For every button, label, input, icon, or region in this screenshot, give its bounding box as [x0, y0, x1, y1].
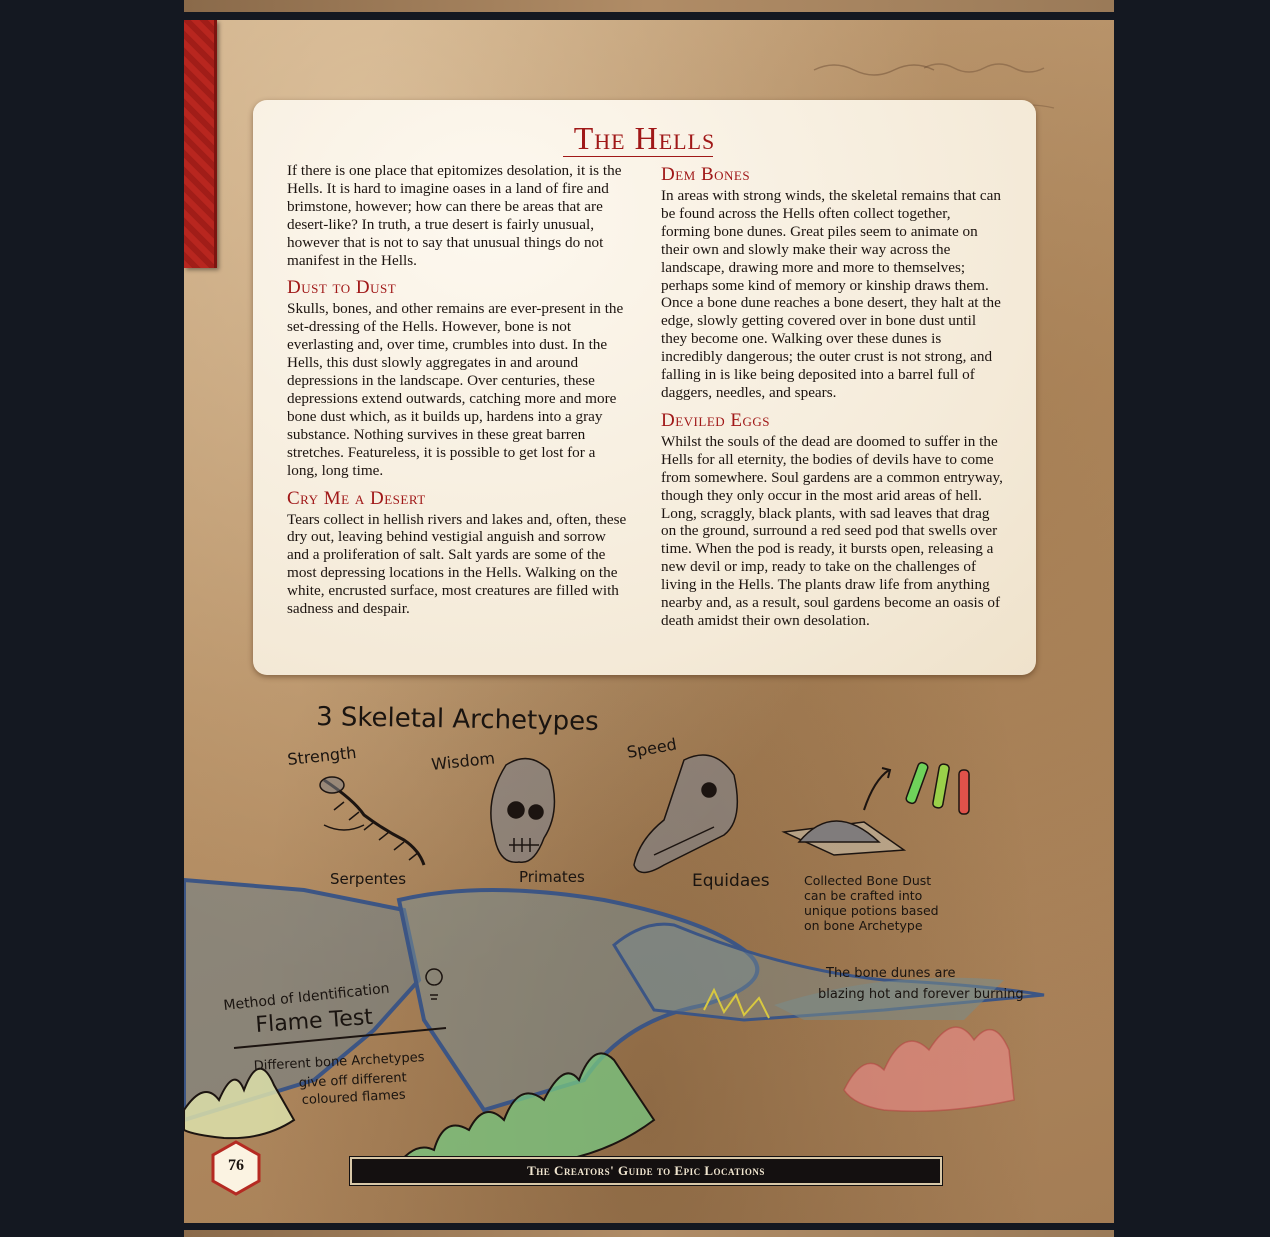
trait-strength: Strength [286, 742, 358, 769]
potion-vial-green [905, 762, 929, 805]
archetype-primates: Primates [519, 868, 585, 886]
page-title: The Hells [573, 120, 716, 156]
method-label: Method of Identification [222, 980, 391, 1014]
dunes-note-line-1: The bone dunes are [826, 966, 956, 981]
section-body-dem-bones: In areas with strong winds, the skeletal remains that can be found across the Hells often collect together, forming bone dunes. Great piles seem to animate on their own and slowly make their way across the landscape, drawing more and more to themselves; perhaps some kind of memory or kinship draws them. Once a bone dune reaches a bone desert, they halt at the edge, slowly getting covered over in bone dust until they become one. Walking over these dunes is incredibly dangerous; the outer crust is not strong, and falling in is like being deposited into a barrel full of daggers, needles, and spears. [661, 187, 1001, 401]
dust-note-line-2: can be crafted into [804, 888, 923, 903]
intro-paragraph: If there is one place that epitomizes desolation, it is the Hells. It is hard to imagine oases in a land of fire and brimstone, however; how can there be areas that are desert-like? In truth, a true desert is fairly unusual, however that is not to say that unusual things do not manifest in the Hells. [287, 162, 622, 269]
section-heading-deviled-eggs: Deviled Eggs [661, 409, 771, 431]
serpent-skeleton-icon [320, 777, 424, 865]
horse-skull-icon [634, 755, 737, 873]
section-body-deviled-eggs: Whilst the souls of the dead are doomed to suffer in the Hells for all eternity, the bodies of devils have to come from somewhere. Soul gardens are a common entryway, though they only occur in the most arid areas of hell. Long, scraggly, black plants, with sad leaves that drag on the ground, surround a red seed pod that swells over time. When the pod is ready, it bursts open, releasing a new devil or imp, ready to take on the challenges of living in the Hells. The plants draw life from anything nearby and, as a result, soul gardens become an oasis of death amidst their own desolation. [661, 432, 1003, 629]
trait-wisdom: Wisdom [430, 748, 496, 774]
flame-note-line-1: Different bone Archetypes [253, 1050, 425, 1074]
archetype-equidaes: Equidaes [692, 871, 770, 891]
skeletal-archetypes-sketch [184, 20, 1114, 1223]
dust-note-line-3: unique potions based [804, 903, 939, 918]
dust-note-line-1: Collected Bone Dust [804, 873, 932, 888]
sketch-title: 3 Skeletal Archetypes [315, 702, 599, 737]
arrow-icon [864, 768, 890, 810]
trait-speed: Speed [625, 734, 679, 762]
dunes-note-line-2: blazing hot and forever burning [818, 987, 1024, 1002]
section-body-cry-me-a-desert: Tears collect in hellish rivers and lakes and, often, these dry out, leaving behind vestigial anguish and sorrow and a proliferation of salt. Salt yards are some of the most depressing locations in the Hells. Walking on the white, encrusted surface, most creatures are filled with sadness and despair. [287, 510, 627, 618]
archetype-serpentes: Serpentes [330, 870, 407, 888]
bone-dust-pile-icon [784, 821, 904, 855]
next-page-edge [184, 1230, 1114, 1237]
flame-note-line-3: coloured flames [301, 1087, 407, 1108]
red-flames-icon [844, 1027, 1014, 1111]
section-heading-dust-to-dust: Dust to Dust [287, 277, 397, 299]
page-number: 76 [228, 1157, 244, 1174]
book-page [184, 20, 1114, 1223]
footer-title-bar: The Creators' Guide to Epic Locations [350, 1157, 942, 1185]
dust-note-line-4: on bone Archetype [804, 918, 923, 933]
previous-page-edge [184, 0, 1114, 12]
section-heading-cry-me-a-desert: Cry Me a Desert [287, 487, 426, 509]
primate-skull-icon [491, 759, 555, 863]
section-heading-dem-bones: Dem Bones [661, 164, 751, 185]
flame-test-label: Flame Test [254, 1004, 374, 1038]
section-body-dust-to-dust: Skulls, bones, and other remains are ever-present in the set-dressing of the Hells. However, bone is not everlasting and, over time, crumbles into dust. In the Hells, this dust slowly aggregates in and around depressions in the landscape. Over centuries, these depressions extend outwards, catching more and more bone dust which, as it builds up, hardens into a gray substance. Nothing survives in these great barren stretches. Featureless, it is possible to get lost for a long, long time. [287, 300, 624, 479]
potion-vials-icon [905, 762, 969, 814]
flame-note-line-2: give off different [298, 1070, 408, 1091]
potion-vial-red [959, 770, 969, 814]
potion-vial-lime [932, 763, 949, 808]
